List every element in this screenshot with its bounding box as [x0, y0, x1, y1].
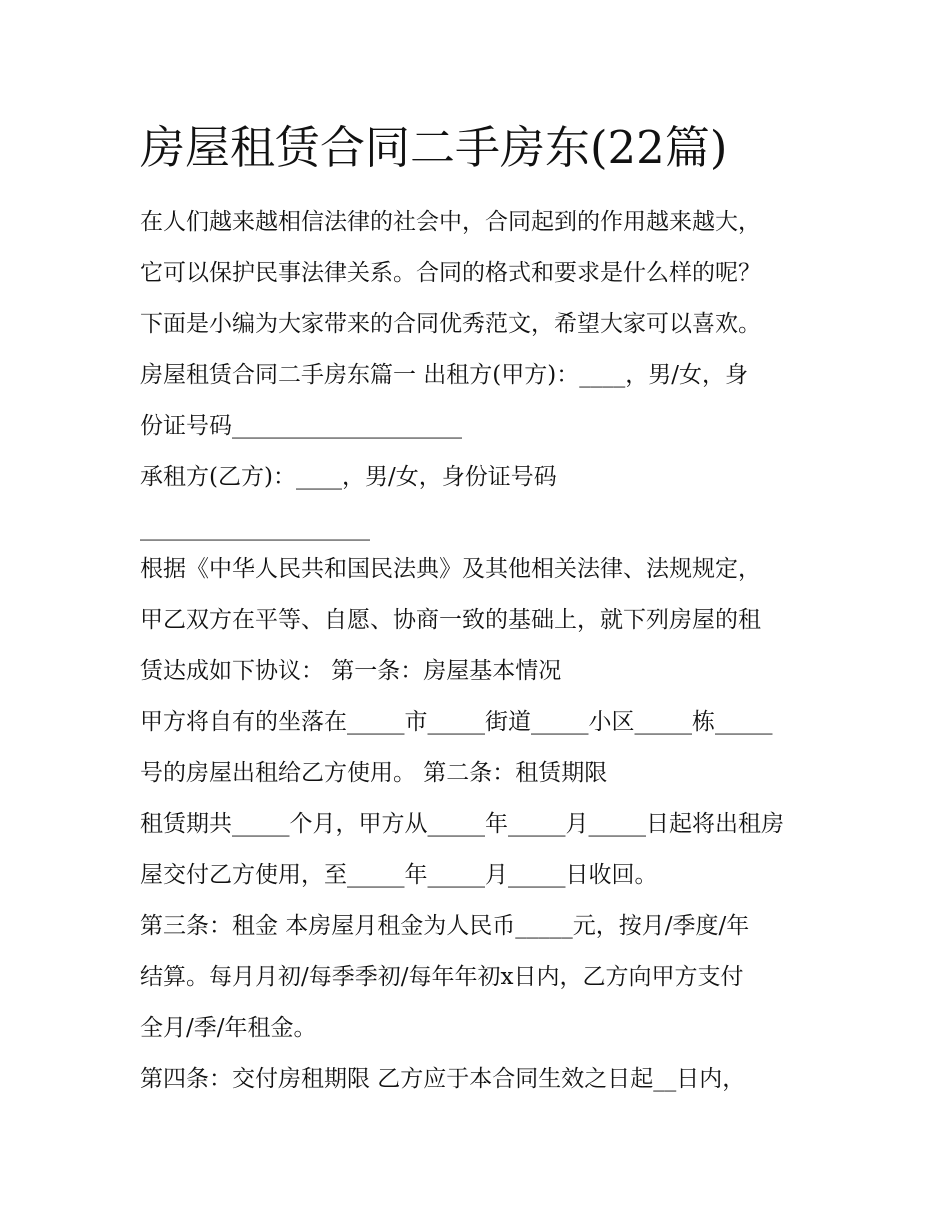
text-line-term-2: 屋交付乙方使用，至_____年_____月_____日收回。 [140, 862, 658, 888]
text-line-payment-term: 第四条：交付房租期限 乙方应于本合同生效之日起__日内， [140, 1066, 746, 1092]
text-line-intro-3: 下面是小编为大家带来的合同优秀范文，希望大家可以喜欢。 [140, 311, 761, 337]
text-line-lessor: 房屋租赁合同二手房东篇一 出租方(甲方)：____，男/女，身 [140, 362, 749, 388]
text-line-rent-2: 结算。每月月初/每季季初/每年年初x日内，乙方向甲方支付 [140, 964, 744, 990]
text-line-rent-3: 全月/季/年租金。 [140, 1015, 317, 1041]
text-line-location-1: 甲方将自有的坐落在_____市_____街道_____小区_____栋_____ [140, 709, 773, 735]
text-line-lessee: 承租方(乙方)：____，男/女，身份证号码 [140, 464, 557, 490]
text-line-intro-1: 在人们越来越相信法律的社会中，合同起到的作用越来越大， [140, 209, 761, 235]
text-line-lessor-id: 份证号码____________________ [140, 413, 462, 439]
text-line-location-2: 号的房屋出租给乙方使用。 第二条：租赁期限 [140, 760, 608, 786]
document-title: 房屋租赁合同二手房东(22篇) [140, 121, 728, 174]
text-line-rent-1: 第三条：租金 本房屋月租金为人民币_____元，按月/季度/年 [140, 913, 750, 939]
text-line-article-1: 赁达成如下协议： 第一条：房屋基本情况 [140, 658, 562, 684]
text-line-basis-2: 甲乙双方在平等、自愿、协商一致的基础上，就下列房屋的租 [140, 607, 761, 633]
text-line-intro-2: 它可以保护民事法律关系。合同的格式和要求是什么样的呢？ [140, 260, 761, 286]
text-line-lessee-id: ____________________ [140, 515, 370, 541]
text-line-basis-1: 根据《中华人民共和国民法典》及其他相关法律、法规规定， [140, 556, 761, 582]
text-line-term-1: 租赁期共_____个月，甲方从_____年_____月_____日起将出租房 [140, 811, 784, 837]
